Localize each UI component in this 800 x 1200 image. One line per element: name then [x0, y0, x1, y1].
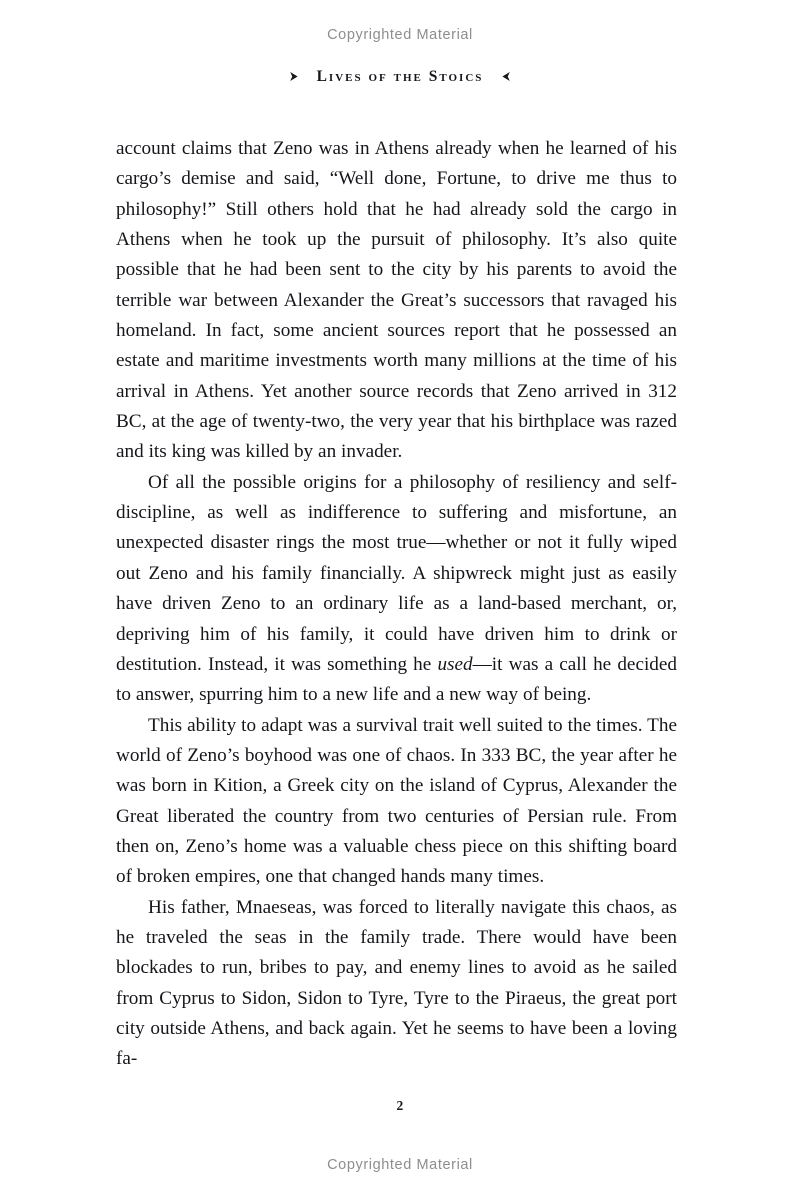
- page-number: 2: [396, 1098, 404, 1113]
- paragraph-2-emphasis: used: [437, 653, 473, 675]
- copyright-watermark-top: Copyrighted Material: [327, 27, 473, 43]
- paragraph-2-text-after-emphasis: —it was a call he decided to answer, spurring him to a new life and a new way of being.: [116, 653, 678, 706]
- paragraph-3: This ability to adapt was a survival trait well suited to the times. The world of Zeno’s boyhood was one of chaos. In 333 BC, the year after he was born in Kition, a Greek city on the island of Cyprus, Alexander the Great liberated the country from two centuries of Persian rule. From then on, Zeno’s home was a valuable chess piece on this shifting board of broken empires, one that changed hands many times.: [116, 714, 677, 888]
- paragraph-1: account claims that Zeno was in Athens already when he learned of his cargo’s demise and said, “Well done, Fortune, to drive me thus to philosophy!” Still others hold that he had already sold the cargo in Athens when he took up the pursuit of philosophy. It’s also quite possible that he had been sent to the city by his parents to avoid the terrible war between Alexander the Great’s successors that ravaged his homeland. In fact, some ancient sources report that he possessed an estate and maritime investments worth many millions at the time of his arrival in Athens. Yet another source records that Zeno arrived in 312 BC, at the age of twenty-two, the very year that his birthplace was razed and its king was killed by an invader.: [116, 138, 677, 463]
- chevron-left-ornament-icon: [499, 70, 512, 83]
- running-head: [0, 68, 800, 86]
- paragraph-2-text-before-emphasis: Of all the possible origins for a philosophy of resiliency and self-discipline, as well as indifference to suffering and misfortune, an unexpected disaster rings the most true—whether or not it fully wiped out Zeno and his family financially. A shipwreck might just as easily have driven Zeno to an ordinary life as a land-based merchant, or, depriving him of his family, it could have driven him to drink or destitution. Instead, it was something he: [116, 471, 677, 675]
- copyright-watermark-bottom: Copyrighted Material: [327, 1157, 473, 1173]
- paragraph-2: [116, 468, 677, 711]
- paragraph-4: His father, Mnaeseas, was forced to literally navigate this chaos, as he traveled the seas in the family trade. There would have been blockades to run, bribes to pay, and enemy lines to avoid as he sailed from Cyprus to Sidon, Sidon to Tyre, Tyre to the Piraeus, the great port city outside Athens, and back again. Yet he seems to have been a loving fa-: [116, 896, 677, 1070]
- body-text-column: [116, 134, 677, 1075]
- running-head-title: Lives of the Stoics: [316, 68, 484, 86]
- chevron-right-ornament-icon: [288, 70, 301, 83]
